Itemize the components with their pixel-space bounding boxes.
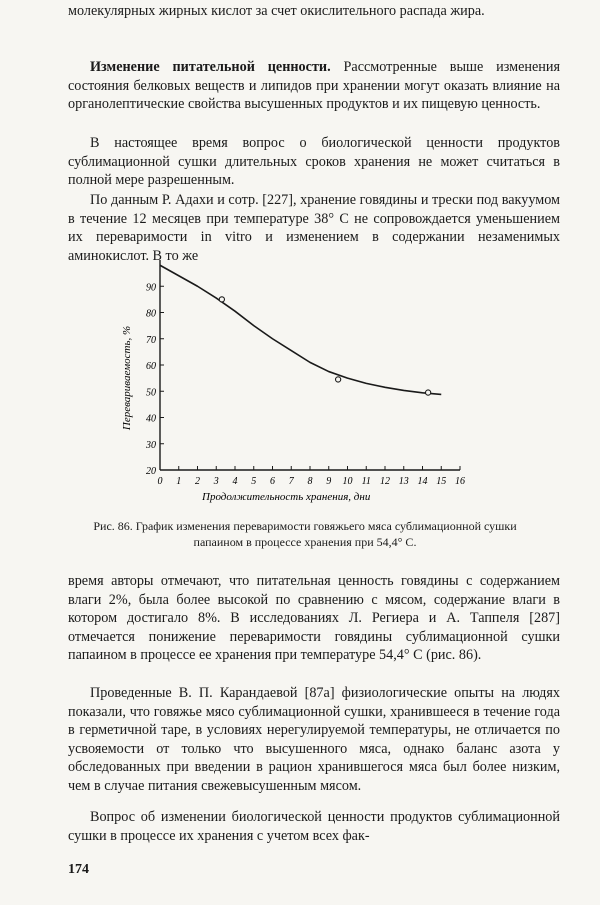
x-tick-label: 16 <box>455 476 465 487</box>
x-tick-label: 9 <box>326 476 332 487</box>
data-point <box>336 377 341 382</box>
figure-caption: Рис. 86. График изменения переваримости говяжьего мяса сублимационной сушки папаином в процессе хранения при 54,4° С. <box>93 519 517 549</box>
chart-series <box>160 265 441 395</box>
y-tick-label: 50 <box>146 387 156 399</box>
paragraph-nutrition-text: Рассмотренные выше изменения состояния белковых веществ и липидов при хранении могут оказать влияние на органолептические свойства высушенных продуктов и их пищевую ценность. <box>68 59 560 113</box>
x-tick-label: 1 <box>176 476 182 487</box>
x-tick-label: 6 <box>270 476 275 487</box>
x-tick-label: 11 <box>361 476 371 487</box>
x-ticks <box>158 466 466 487</box>
paragraph-biological-value: В настоящее время вопрос о биологической ценности продуктов сублимационной сушки длительных сроков хранения не может считаться в полной мере разрешенным. <box>68 135 560 189</box>
figure-86 <box>100 248 500 518</box>
paragraph-karandaeva: Проведенные В. П. Карандаевой [87а] физиологические опыты на людях показали, что говяжье мясо сублимационной сушки, хранившееся в течение года в герметичной таре, в условиях нерегулируемой температуры, не отличается по усвояемости от только что высушенного мяса, однако баланс азота у обследованных при введении в рацион хранившегося мяса был более низким, чем в случае питания свежевысушенным мясом. <box>68 685 560 794</box>
y-ticks <box>145 282 164 477</box>
x-tick-label: 0 <box>157 476 163 487</box>
y-tick-label: 90 <box>146 282 156 294</box>
x-tick-label: 14 <box>417 476 428 487</box>
y-tick-label: 40 <box>146 413 156 425</box>
paragraph-authors-note: время авторы отмечают, что питательная ценность говядины с содержанием влаги 2%, была более высокой по сравнению с мясом, содержание влаги в котором достигало 8%. В исследованиях Л. Региера и А. Таппеля [287] отмечается понижение переваримости говядины сублимационной сушки папаином в процессе ее хранения при температуре 54,4° С (рис. 86). <box>68 573 560 664</box>
paragraph-question: Вопрос об изменении биологической ценности продуктов сублимационной сушки в процессе их хранения с учетом всех фак- <box>68 809 560 844</box>
x-axis-label: Продолжительность хранения, дни <box>202 491 371 503</box>
x-tick-label: 15 <box>436 476 447 487</box>
y-tick-label: 60 <box>146 361 156 372</box>
section-heading: Изменение питательной ценности. <box>90 59 331 75</box>
x-tick-label: 7 <box>288 476 294 487</box>
x-tick-label: 10 <box>342 476 353 487</box>
x-tick-label: 4 <box>232 476 238 487</box>
x-tick-label: 8 <box>307 476 313 487</box>
x-tick-label: 3 <box>213 476 219 487</box>
data-point <box>426 390 431 395</box>
paragraph-adachi: По данным Р. Адахи и сотр. [227], хранение говядины и трески под вакуумом в течение 12 месяцев при температуре 38° С не сопровождается уменьшением их переваримости in vitro и изменением в содержании незаменимых аминокислот. В то же <box>68 192 560 264</box>
x-tick-label: 13 <box>398 476 409 487</box>
fitted-curve-line <box>160 265 441 394</box>
paragraph-nutrition <box>68 58 560 114</box>
y-tick-label: 20 <box>146 466 156 477</box>
page-number: 174 <box>68 862 89 877</box>
y-tick-label: 80 <box>146 308 156 320</box>
digestibility-chart <box>100 248 500 518</box>
x-tick-label: 2 <box>195 476 200 487</box>
y-tick-label: 30 <box>146 439 156 451</box>
paragraph-continuation: молекулярных жирных кислот за счет окислительного распада жира. <box>68 3 485 19</box>
data-point <box>219 297 224 302</box>
x-tick-label: 5 <box>251 476 257 487</box>
y-axis-label: Перевариваемость, % <box>121 325 133 431</box>
x-tick-label: 12 <box>380 476 390 487</box>
y-tick-label: 70 <box>146 334 156 346</box>
